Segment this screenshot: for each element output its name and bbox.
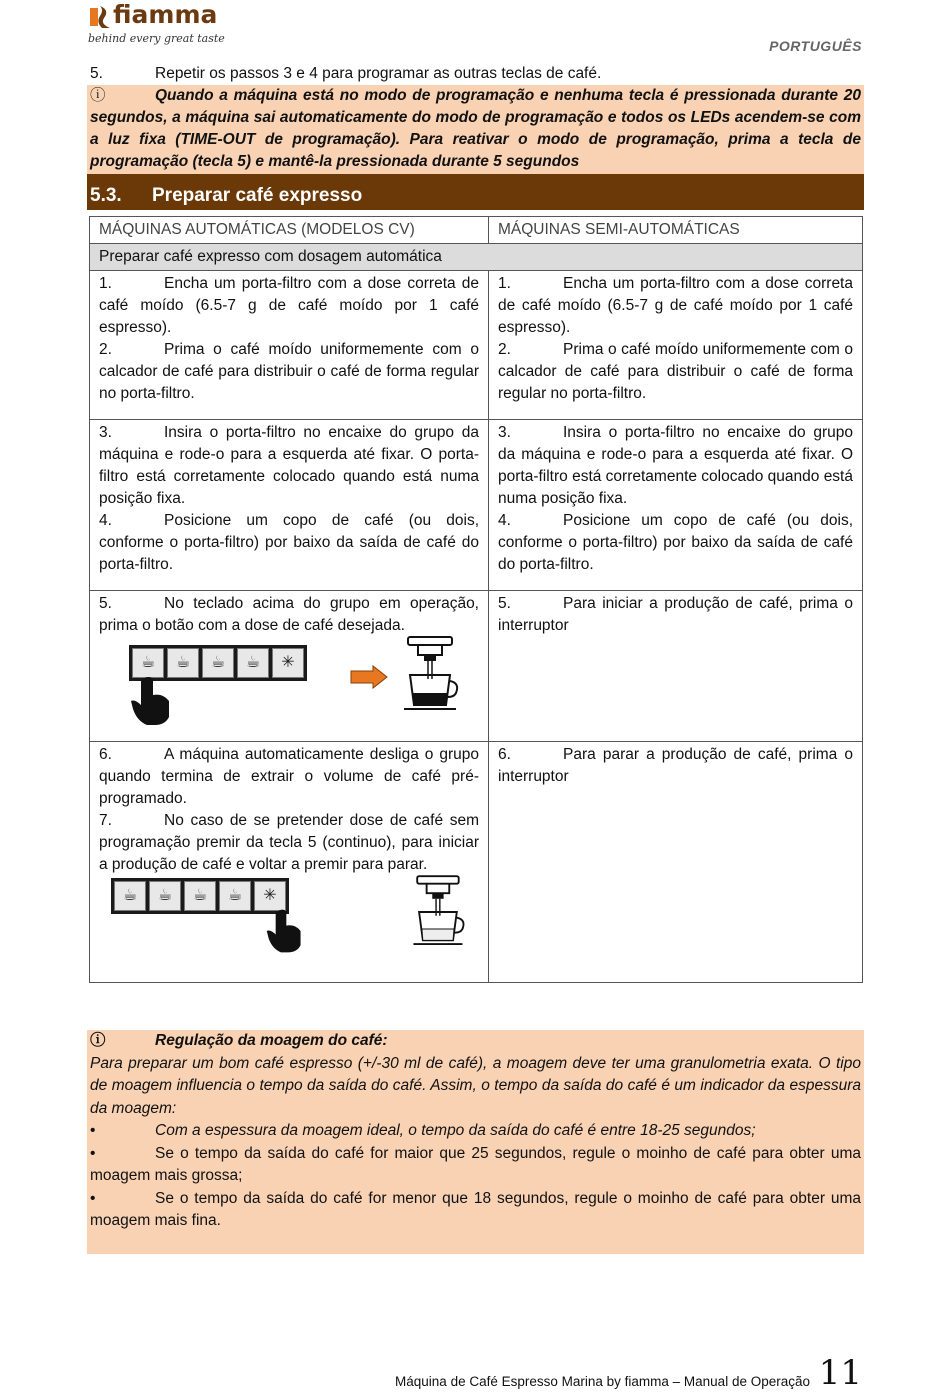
timeout-note — [87, 85, 864, 175]
info-icon: ⓘ — [90, 1032, 106, 1049]
table-subheader: Preparar café expresso com dosagem automática — [90, 244, 863, 271]
logo-mark-icon — [88, 4, 112, 30]
section-title: Preparar café expresso — [152, 185, 363, 206]
col-header-semi: MÁQUINAS SEMI-AUTOMÁTICAS — [489, 217, 863, 244]
list-item: 4. Posicione um copo de café (ou dois, conforme o porta-filtro) por baixo da saída de café do porta-filtro. — [99, 512, 479, 573]
list-item: 3. Insira o porta-filtro no encaixe do grupo da máquina e rode-o para a esquerda até fixar. O porta-filtro está corretamente colocado quando está numa posição fixa. — [99, 424, 479, 507]
list-item: 1. Encha um porta-filtro com a dose correta de café moído (6.5-7 g de café moído por 1 café espresso). — [99, 275, 479, 336]
grind-note-paragraph: Para preparar um bom café espresso (+/-30 ml de café), a moagem deve ter uma granulometria exata. O tipo de moagem influencia o tempo da saída do café. Assim, o tempo da saída do café é um indicador da espessura da moagem: — [90, 1054, 861, 1117]
single-coffee-icon: ☕ — [114, 881, 146, 911]
list-item: 5. Para iniciar a produção de café, prima o interruptor — [498, 595, 853, 634]
intro-step-5 — [90, 63, 864, 85]
pointing-hand-icon — [129, 675, 174, 727]
auto-steps-3-4 — [90, 420, 489, 591]
section-heading — [87, 174, 864, 210]
auto-steps-1-2 — [90, 271, 489, 420]
timeout-note-text: Quando a máquina está no modo de programação e nenhuma tecla é pressionada durante 20 segundos, a máquina sai automaticamente do modo de programação e todos os LEDs acendem-se com a luz fixa (TIME-OUT de programação). Para reativar o modo de programação, prima a tecla de programação (tecla 5) e mantê-la pressionada durante 5 segundos — [90, 87, 861, 170]
step-text: Repetir os passos 3 e 4 para programar as outras teclas de café. — [155, 65, 602, 82]
double-large-coffee-icon: ☕ — [219, 881, 251, 911]
auto-step-5 — [90, 591, 489, 742]
keypad-illustration — [99, 637, 479, 737]
grind-note-title: Regulação da moagem do café: — [155, 1032, 388, 1049]
double-coffee-icon: ☕ — [202, 648, 234, 678]
bullet-icon: • — [90, 1189, 96, 1207]
list-item: • Se o tempo da saída do café for maior que 25 segundos, regule o moinho de café para obter uma moagem mais grossa; — [90, 1144, 861, 1184]
continuous-icon: ✳ — [272, 648, 304, 678]
procedure-table — [89, 216, 863, 983]
fiamma-logo — [88, 0, 225, 46]
coffee-cup-icon — [394, 635, 464, 715]
section-number: 5.3. — [90, 185, 122, 206]
list-item: 6. A máquina automaticamente desliga o grupo quando termina de extrair o volume de café pré-programado. — [99, 746, 479, 807]
single-large-coffee-icon: ☕ — [149, 881, 181, 911]
keypad — [111, 878, 289, 914]
double-coffee-icon: ☕ — [184, 881, 216, 911]
list-item: • Com a espessura da moagem ideal, o tempo da saída do café é entre 18-25 segundos; — [90, 1120, 861, 1143]
bullet-icon: • — [90, 1122, 96, 1139]
step-number: 5. — [90, 65, 103, 82]
semi-step-5 — [489, 591, 863, 742]
page-number: 11 — [818, 1353, 862, 1393]
keypad-continuous-illustration — [99, 876, 479, 976]
semi-step-6 — [489, 742, 863, 983]
continuous-icon: ✳ — [254, 881, 286, 911]
semi-steps-1-2 — [489, 271, 863, 420]
footer-text: Máquina de Café Espresso Marina by fiamma – Manual de Operação — [395, 1374, 810, 1389]
language-label: PORTUGUÊS — [769, 38, 862, 54]
arrow-right-icon — [349, 665, 389, 689]
pointing-hand-icon — [265, 906, 305, 956]
col-header-auto: MÁQUINAS AUTOMÁTICAS (MODELOS CV) — [90, 217, 489, 244]
list-item: 4. Posicione um copo de café (ou dois, conforme o porta-filtro) por baixo da saída de café do porta-filtro. — [498, 512, 853, 573]
list-item: 2. Prima o café moído uniformemente com o calcador de café para distribuir o café de forma regular no porta-filtro. — [498, 341, 853, 402]
list-item: 1. Encha um porta-filtro com a dose correta de café moído (6.5-7 g de café moído por 1 café espresso). — [498, 275, 853, 336]
list-item: 5. No teclado acima do grupo em operação, prima o botão com a dose de café desejada. — [99, 595, 479, 634]
brand-tagline: behind every great taste — [88, 32, 225, 45]
list-item: 3. Insira o porta-filtro no encaixe do grupo da máquina e rode-o para a esquerda até fixar. O porta-filtro está corretamente colocado quando está numa posição fixa. — [498, 424, 853, 507]
semi-steps-3-4 — [489, 420, 863, 591]
grind-note — [87, 1030, 864, 1254]
coffee-cup-icon — [404, 872, 470, 952]
single-large-coffee-icon: ☕ — [167, 648, 199, 678]
list-item: • Se o tempo da saída do café for menor que 18 segundos, regule o moinho de café para obter uma moagem mais fina. — [90, 1189, 861, 1229]
brand-name: fiamma — [113, 0, 218, 29]
list-item: 2. Prima o café moído uniformemente com o calcador de café para distribuir o café de forma regular no porta-filtro. — [99, 341, 479, 402]
double-large-coffee-icon: ☕ — [237, 648, 269, 678]
auto-steps-6-7 — [90, 742, 489, 983]
info-icon: ⓘ — [90, 87, 106, 104]
bullet-icon: • — [90, 1144, 96, 1162]
single-coffee-icon: ☕ — [132, 648, 164, 678]
grind-note-title-row — [90, 1030, 861, 1053]
list-item: 7. No caso de se pretender dose de café sem programação premir da tecla 5 (continuo), para iniciar a produção de café e voltar a premir para parar. — [99, 812, 479, 873]
list-item: 6. Para parar a produção de café, prima o interruptor — [498, 746, 853, 785]
